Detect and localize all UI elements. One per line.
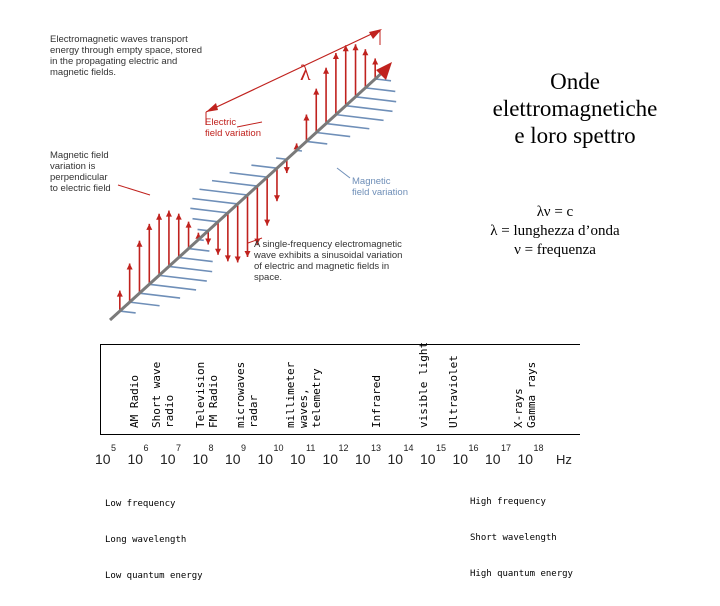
tick-exponent: 11: [306, 443, 316, 453]
high-line: High frequency: [470, 497, 546, 507]
spectrum-bottom-border: [100, 434, 580, 435]
band-label-line: Gamma rays: [525, 361, 538, 428]
tick-base: 10: [485, 451, 501, 467]
band-label-line: telemetry: [310, 368, 323, 428]
note-line: in the propagating electric and: [50, 56, 178, 67]
spectrum-band: [417, 342, 430, 428]
spectrum-band: [512, 362, 538, 428]
formula-line: λν = c: [536, 204, 574, 220]
band-label-line: microwaves: [234, 361, 247, 428]
band-label-line: Short wave: [150, 361, 163, 428]
tick-exponent: 15: [436, 443, 447, 453]
note-line: space.: [254, 272, 282, 283]
tick-exponent: 5: [111, 443, 117, 453]
tick-base: 10: [127, 451, 144, 467]
formula-line: λ = lunghezza d’onda: [490, 223, 620, 239]
spectrum-top-border: [100, 344, 580, 345]
tick-base: 10: [160, 451, 176, 467]
note-line: field variation: [352, 187, 408, 198]
tick-exponent: 10: [273, 443, 284, 453]
formula-line: ν = frequenza: [514, 242, 596, 258]
tick-exponent: 14: [403, 443, 414, 453]
tick-base: 10: [192, 451, 209, 467]
tick-base: 10: [452, 451, 469, 467]
tick-exponent: 13: [371, 443, 382, 453]
note-line: perpendicular: [50, 172, 108, 183]
high-end-description: [470, 472, 573, 604]
note-line: magnetic fields.: [50, 67, 117, 78]
tick-base: 10: [420, 451, 436, 467]
tick-exponent: 16: [468, 443, 479, 453]
band-label-line: FM Radio: [207, 375, 220, 428]
band-label-line: visible light: [417, 341, 430, 428]
tick-base: 10: [257, 451, 274, 467]
note-line: Magnetic: [352, 176, 391, 187]
band-label-line: AM Radio: [128, 375, 141, 428]
tick-base: 10: [355, 451, 371, 467]
frequency-unit: Hz: [556, 452, 572, 467]
spectrum-band: [370, 375, 383, 428]
tick-exponent: 9: [241, 443, 247, 453]
low-line: Low frequency: [105, 499, 176, 509]
note-line: to electric field: [50, 183, 111, 194]
tick-exponent: 7: [176, 443, 182, 453]
tick-base: 10: [225, 451, 241, 467]
title-line: Onde: [550, 69, 600, 94]
spectrum-band: [128, 375, 141, 428]
tick-exponent: 8: [208, 443, 214, 453]
note-line: Electric: [205, 117, 237, 128]
tick-exponent: 18: [533, 443, 544, 453]
note-line: variation is: [50, 161, 96, 172]
note-line: energy through empty space, stored: [50, 45, 203, 56]
note-line: field variation: [205, 128, 261, 139]
tick-base: 10: [322, 451, 339, 467]
spectrum-band: [284, 362, 323, 428]
band-label-line: X-rays: [512, 388, 525, 428]
low-end-description: [105, 474, 203, 606]
band-label-line: Television: [194, 361, 207, 428]
note-line: wave exhibits a sinusoidal variation: [254, 250, 403, 261]
band-label-line: Ultraviolet: [447, 355, 460, 428]
tick-base: 10: [95, 451, 111, 467]
tick-base: 10: [517, 451, 534, 467]
note-line: of electric and magnetic fields in: [254, 261, 390, 272]
title-line: elettromagnetiche: [492, 96, 658, 121]
band-label-line: millimeter: [284, 361, 297, 428]
note-line: A single-frequency electromagnetic: [254, 239, 402, 250]
band-label-line: radio: [163, 394, 176, 428]
lambda-symbol: λ: [300, 60, 311, 85]
note-line: Magnetic field: [50, 150, 109, 161]
tick-base: 10: [387, 451, 404, 467]
tick-exponent: 6: [143, 443, 149, 453]
tick-exponent: 12: [338, 443, 349, 453]
low-line: Low quantum energy: [105, 571, 203, 581]
low-line: Long wavelength: [105, 535, 187, 545]
high-line: Short wavelength: [470, 533, 557, 543]
spectrum-band: [447, 355, 460, 428]
note-line: Electromagnetic waves transport: [50, 34, 188, 45]
title-line: e loro spettro: [514, 123, 636, 148]
band-label-line: Infrared: [370, 375, 383, 428]
spectrum-left-border: [100, 344, 101, 434]
spectrum-band: [194, 362, 220, 428]
band-label-line: waves,: [297, 388, 310, 428]
tick-exponent: 17: [501, 443, 512, 453]
spectrum-band: [150, 362, 176, 428]
band-label-line: radar: [247, 394, 260, 428]
high-line: High quantum energy: [470, 569, 573, 579]
spectrum-band: [234, 362, 260, 428]
tick-base: 10: [290, 451, 306, 467]
